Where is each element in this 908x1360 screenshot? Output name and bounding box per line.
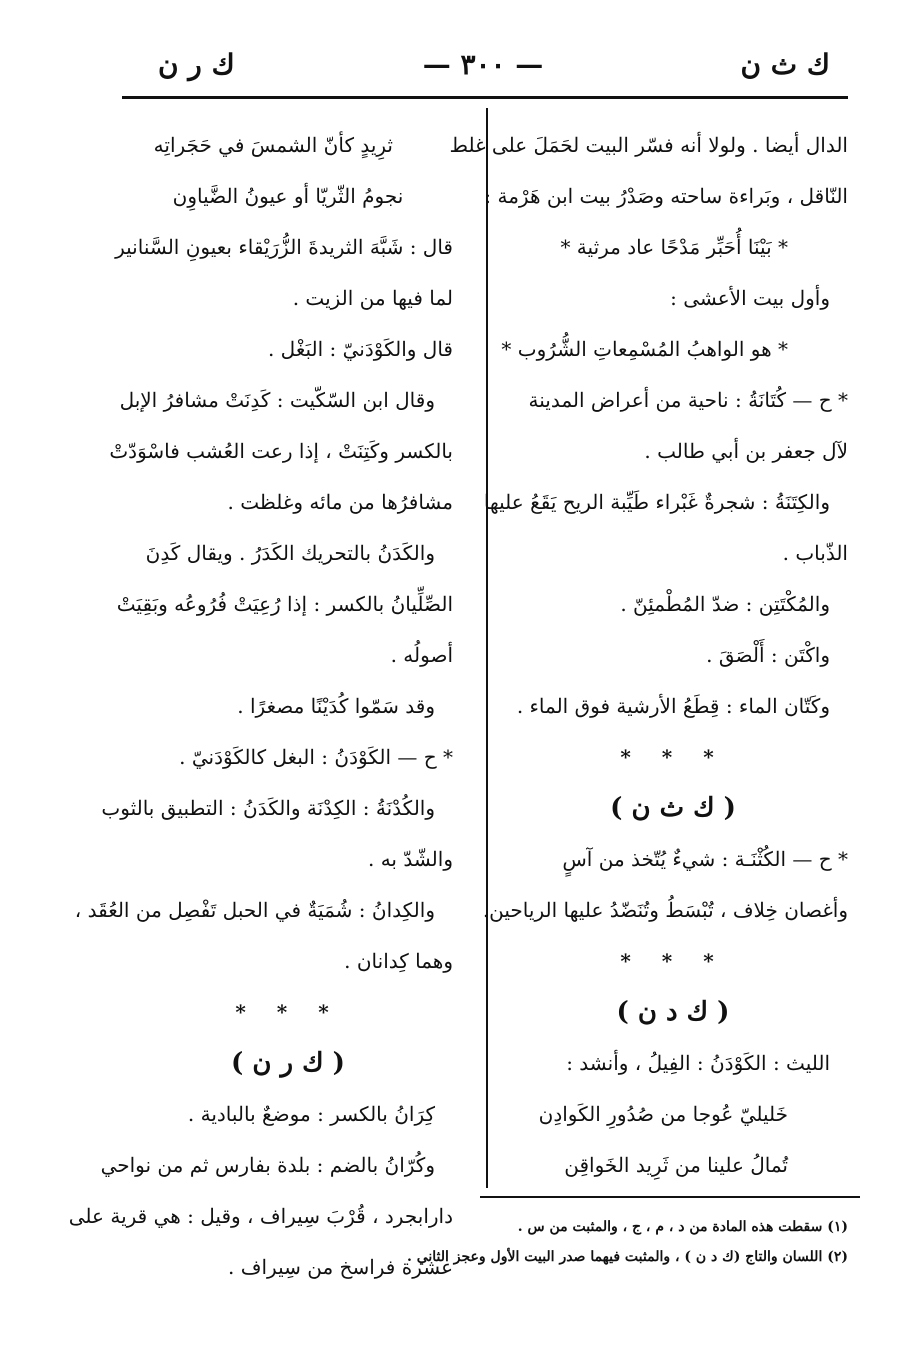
text-line: واكْتَن : أَلْصَقَ . [706,643,830,667]
text-line: وكُرّانُ بالضم : بلدة بفارس ثم من نواحي [100,1153,435,1177]
text-line: * ح — الكُثْنَـة : شيءٌ يُتّخذ من آسٍ [562,847,848,871]
section-separator: * * * [235,1000,341,1024]
verse-line: تُمالُ علينا من ثَرِيد الخَواقِن [564,1153,788,1177]
page-header [118,48,848,92]
header-root-left: ك ر ن [158,48,235,81]
section-separator: * * * [620,949,726,973]
column-divider [486,108,488,1188]
text-line: * ح — كُتَانَةُ : ناحية من أعراض المدينة [528,388,848,412]
text-line: وكَتّان الماء : قِطَعُ الأرشية فوق الماء . [516,694,830,718]
verse-line: * هو الواهبُ المُسْمِعاتِ الشُّرُوب * [501,337,788,361]
footnote: (٢) اللسان والتاج (ك د ن ) ، والمثبت فيهما صدر البيت الأول وعجز الثاني . [406,1249,848,1265]
text-line: قال : شَبَّهَ الثريدةَ الزُّرَيْقاء بعيونِ السَّنانير [115,235,453,259]
text-line: والكِتَنَةُ : شجرةٌ غَبْراء طَيِّبة الريح يَقَعُ عليها [483,490,830,514]
text-line: دارابجرد ، قُرْبَ سِيراف ، وقيل : هي قرية على [68,1204,453,1228]
text-line: الصِّلِّيانُ بالكسر : إذا رُعِيَتْ فُرُوعُه وبَقِيَتْ [116,592,453,616]
text-line: النّاقل ، وبَراءة ساحته وصَدْرُ بيت ابن هَرْمة : [484,184,848,208]
text-line: الليث : الكَوْدَنُ : الفِيلُ ، وأنشد : [566,1051,830,1075]
text-line: عشرة فراسخ من سِيراف . [228,1255,453,1279]
text-line: لآل جعفر بن أبي طالب . [644,439,848,463]
entry-heading: ( ك د ن ) [616,997,730,1027]
verse-line: خَليليّ عُوجا من صُدُورِ الكَوادِن [538,1102,788,1126]
text-line: الذّباب . [782,541,848,565]
page-number: — ٣٠٠ — [422,48,544,81]
text-line: قال والكَوْدَنيّ : البَغْل . [267,337,453,361]
text-line: وقال ابن السّكّيت : كَدِنَتْ مشافرُ الإبل [119,388,435,412]
text-line: وهما كِدانان . [344,949,453,973]
text-line: والكُدْنَةُ : الكِدْنَة والكَدَنُ : التطبيق بالثوب [101,796,435,820]
text-line: * ح — الكَوْدَنُ : البغل كالكَوْدَنيّ . [179,745,453,769]
header-rule [122,96,848,99]
entry-heading: ( ك ث ن ) [610,793,736,823]
header-root-right: ك ث ن [740,48,830,81]
text-line: بالكسر وكَتِنَتْ ، إذا رعت العُشب فاسْوَدّتْ [109,439,453,463]
text-line: كِرَانُ بالكسر : موضعٌ بالبادية . [187,1102,435,1126]
text-line: والمُكْتَتِن : ضدّ المُطْمئِنّ . [620,592,830,616]
text-line: والكِدانُ : شُمَيَةٌ في الحبل تَفْصِل من العُقَد ، [74,898,435,922]
text-line: وأول بيت الأعشى : [670,286,830,310]
right-column [449,120,848,1191]
text-line: وقد سَمّوا كُدَيْنًا مصغرًا . [237,694,435,718]
text-line: وأغصان خِلاف ، تُبْسَطُ وتُنَضّدُ عليها الرياحين. [482,898,848,922]
left-column [68,120,453,1293]
text-line: لما فيها من الزيت . [292,286,453,310]
verse-line: ثرِيدٍ كأنّ الشمسَ في حَجَراتِه [153,133,393,157]
text-line: الدال أيضا . ولولا أنه فسّر البيت لحَمَلَ على غلط [449,133,848,157]
verse-line: * بَيْنَا أُحَبِّر مَدْحًا عاد مرثية * [560,235,788,259]
footnote: (١) سقطت هذه المادة من د ، م ، ج ، والمثبت من س . [517,1219,848,1235]
footnote-rule [480,1196,860,1198]
text-line: والشّدّ به . [367,847,453,871]
text-line: أصولُه . [390,643,453,667]
section-separator: * * * [620,745,726,769]
text-line: والكَدَنُ بالتحريك الكَدَرُ . ويقال كَدِنَ [145,541,435,565]
footnotes [406,1212,848,1272]
entry-heading: ( ك ر ن ) [231,1048,345,1078]
text-line: مشافرُها من مائه وغلظت . [227,490,453,514]
verse-line: نجومُ الثّريّا أو عيونُ الضَّياوِن [172,184,404,208]
